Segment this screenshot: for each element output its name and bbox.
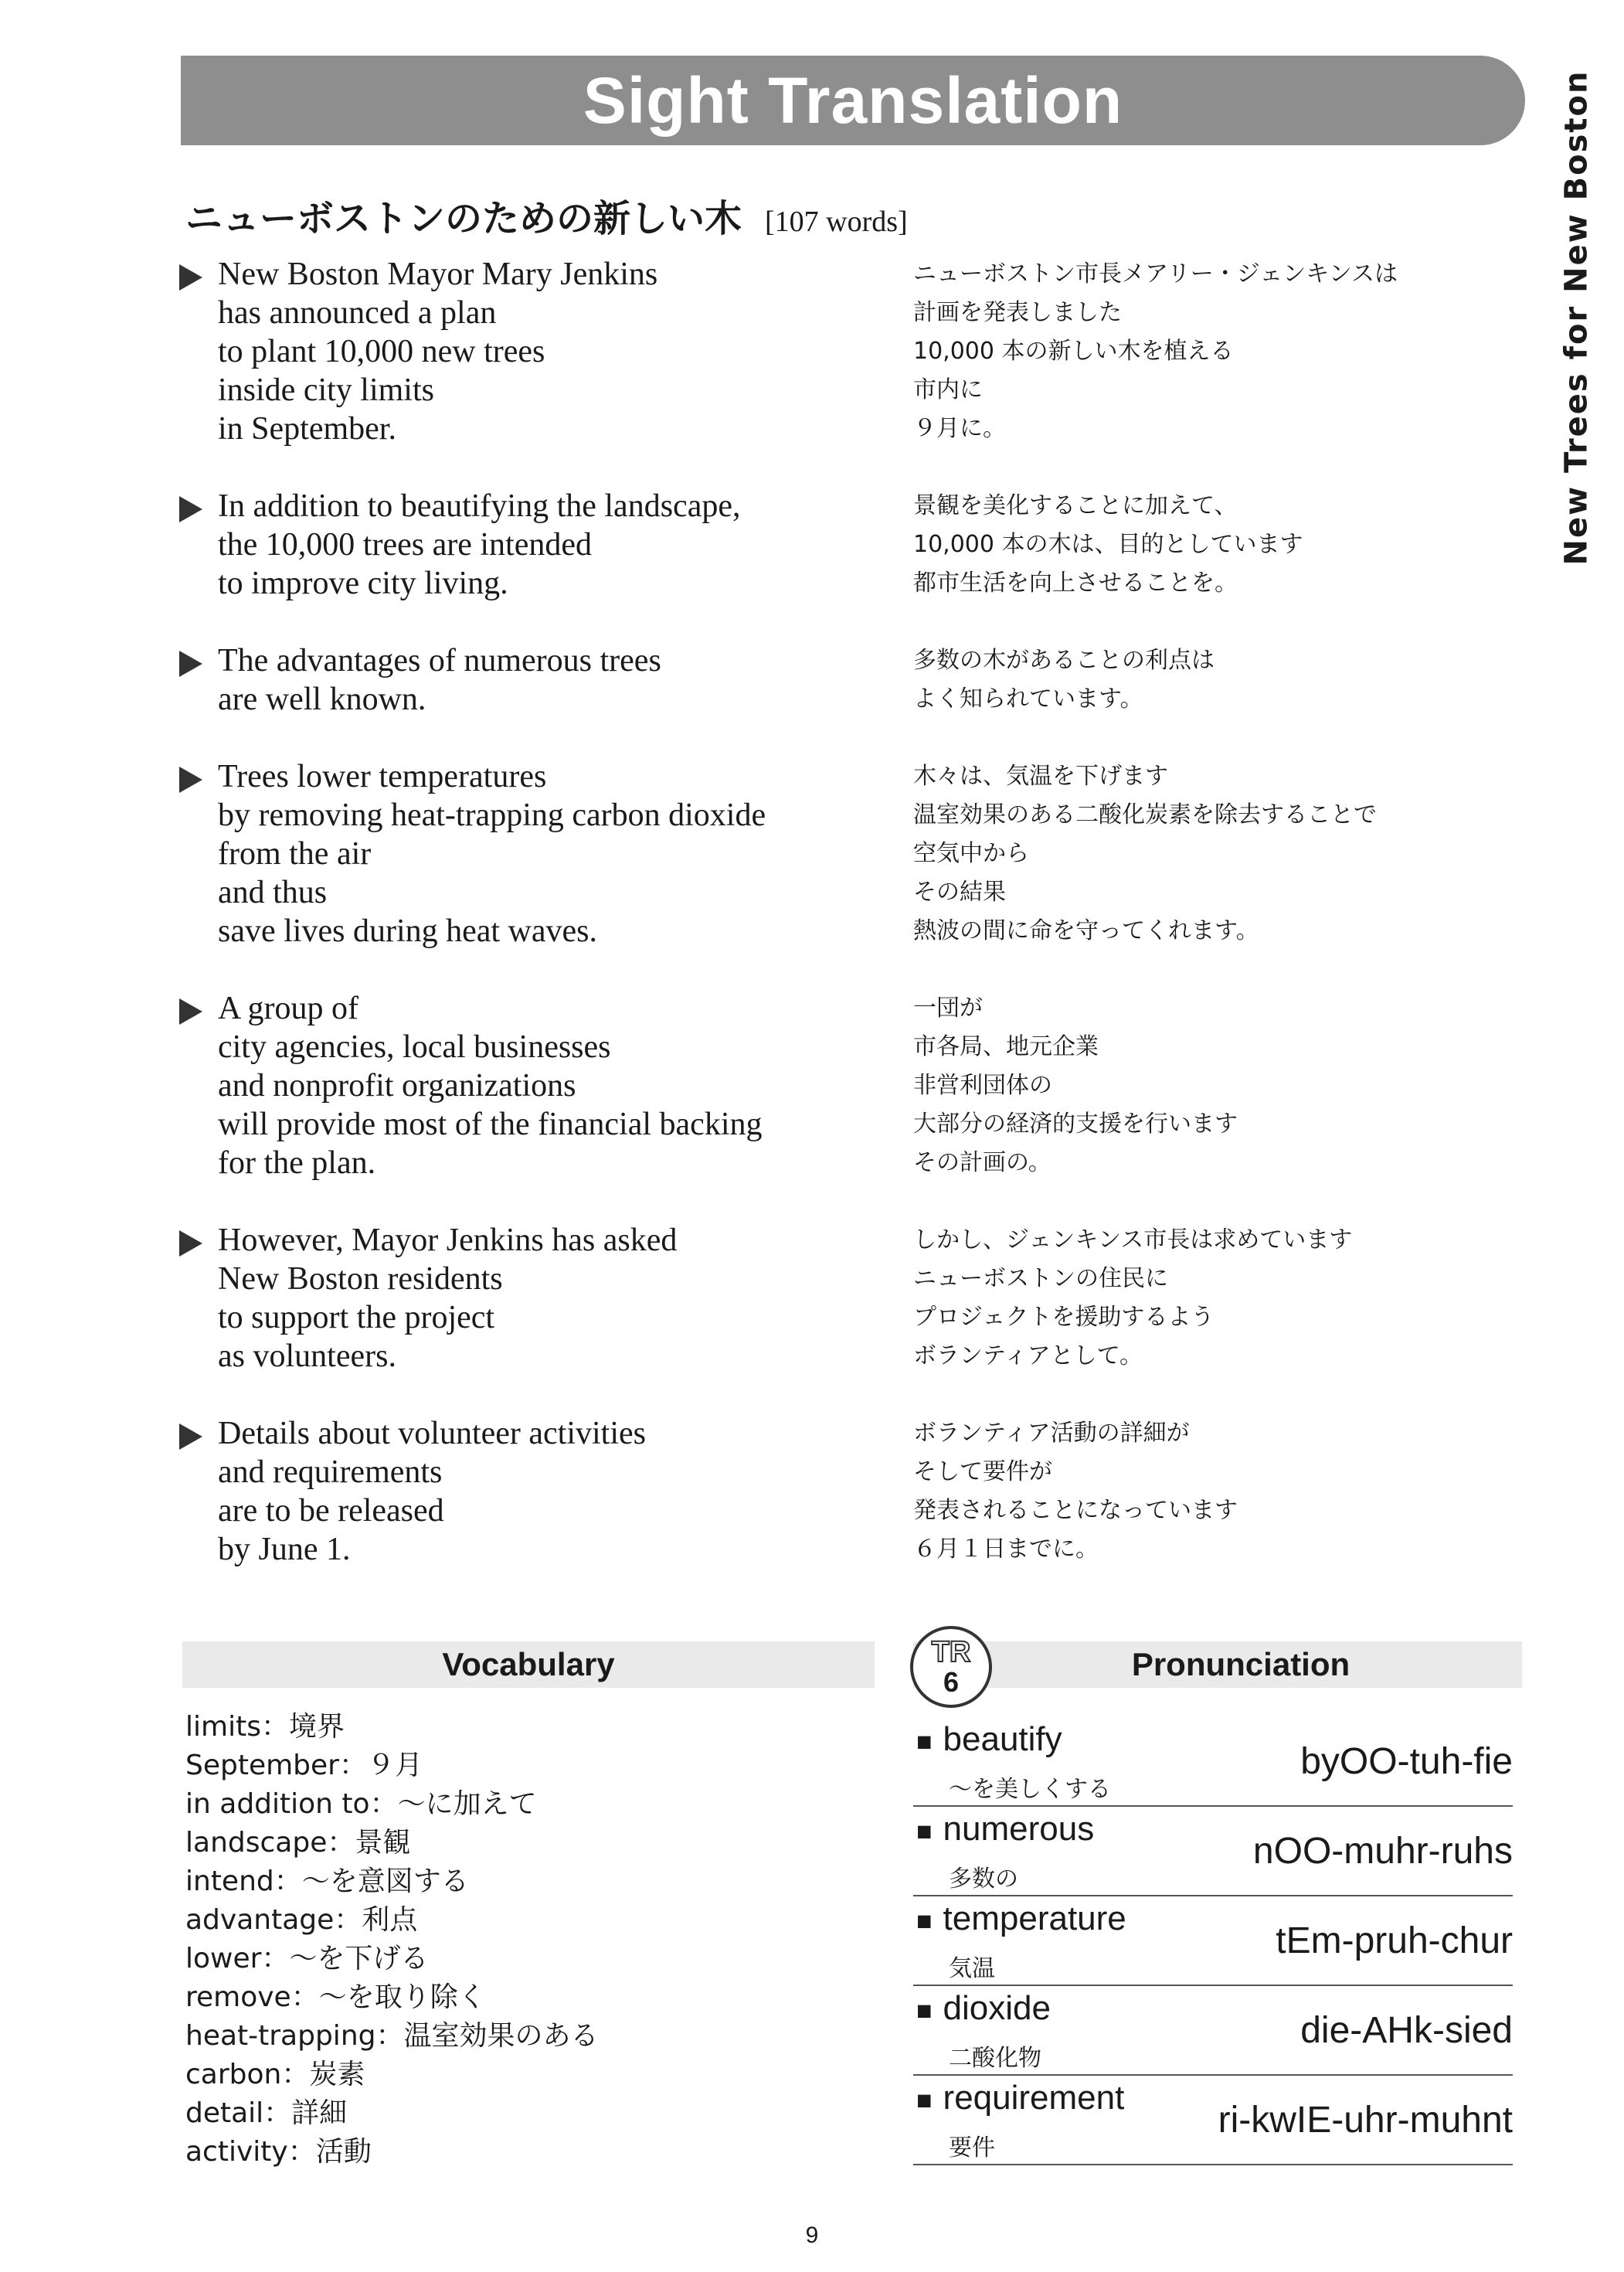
pronunciation-phonetic: byOO-tuh-fie xyxy=(1300,1741,1513,1782)
japanese-line: 一団が xyxy=(913,995,983,1022)
japanese-line: 発表されることになっています xyxy=(913,1497,1238,1524)
pronunciation-gloss: 要件 xyxy=(949,2134,995,2161)
japanese-line: 10,000 本の新しい木を植える xyxy=(913,338,1234,365)
japanese-column xyxy=(913,255,1507,448)
english-line: for the plan. xyxy=(218,1145,376,1181)
english-line: by removing heat-trapping carbon dioxide xyxy=(218,798,766,833)
japanese-line: 多数の木があることの利点は xyxy=(913,647,1215,674)
triangle-bullet-icon xyxy=(179,264,202,291)
vocabulary-item: landscape：景観 xyxy=(185,1827,411,1859)
vocabulary-item: remove：〜を取り除く xyxy=(185,1981,486,2013)
pronunciation-word: dioxide xyxy=(943,1989,1051,2027)
pronunciation-word: requirement xyxy=(943,2079,1125,2117)
square-bullet-icon: ■ xyxy=(916,1817,933,1846)
english-line: In addition to beautifying the landscape, xyxy=(218,488,741,524)
pronunciation-row xyxy=(913,1807,1513,1896)
pronunciation-word-wrap xyxy=(916,1720,1062,1759)
vocabulary-item: carbon：炭素 xyxy=(185,2059,365,2090)
square-bullet-icon: ■ xyxy=(916,1996,933,2025)
vocabulary-heading-bar xyxy=(182,1641,875,1688)
pronunciation-word-wrap xyxy=(916,1989,1051,2028)
side-title: New Trees for New Boston xyxy=(1558,70,1594,566)
japanese-column xyxy=(913,757,1507,951)
pronunciation-word: numerous xyxy=(943,1810,1095,1848)
japanese-column xyxy=(913,1221,1507,1376)
japanese-column xyxy=(913,487,1507,603)
japanese-line: 空気中から xyxy=(913,840,1029,867)
passage-block xyxy=(178,1221,1507,1376)
track-number: 6 xyxy=(943,1666,960,1698)
japanese-line: そして要件が xyxy=(913,1458,1052,1485)
english-line: New Boston Mayor Mary Jenkins xyxy=(218,257,658,292)
english-line: New Boston residents xyxy=(218,1261,503,1297)
english-column xyxy=(178,255,913,448)
triangle-bullet-icon xyxy=(179,651,202,677)
japanese-line: 木々は、気温を下げます xyxy=(913,763,1168,790)
english-line: The advantages of numerous trees xyxy=(218,643,661,679)
english-line: A group of xyxy=(218,991,358,1026)
vocabulary-item: activity：活動 xyxy=(185,2136,372,2168)
japanese-line: ボランティアとして。 xyxy=(913,1342,1143,1369)
page-title: Sight Translation xyxy=(583,63,1123,137)
english-column xyxy=(178,1221,913,1376)
japanese-line: 温室効果のある二酸化炭素を除去することで xyxy=(913,801,1377,828)
pronunciation-phonetic: die-AHk-sied xyxy=(1300,2010,1513,2051)
english-line: the 10,000 trees are intended xyxy=(218,527,592,563)
english-line: Trees lower temperatures xyxy=(218,759,547,794)
english-column xyxy=(178,989,913,1182)
passage-block xyxy=(178,255,1507,448)
vocabulary-item: intend：〜を意図する xyxy=(185,1866,469,1897)
japanese-line: ９月に。 xyxy=(913,415,1006,442)
english-column xyxy=(178,487,913,603)
english-column xyxy=(178,757,913,951)
passage-block xyxy=(178,989,1507,1182)
vocabulary-item: in addition to：〜に加えて xyxy=(185,1788,537,1820)
japanese-line: 熱波の間に命を守ってくれます。 xyxy=(913,917,1259,944)
japanese-line: プロジェクトを援助するよう xyxy=(913,1304,1215,1331)
passage-block xyxy=(178,757,1507,951)
vocabulary-item: advantage：利点 xyxy=(185,1904,418,1936)
side-title-container xyxy=(1553,59,1599,577)
triangle-bullet-icon xyxy=(179,998,202,1025)
japanese-column xyxy=(913,641,1507,719)
english-column xyxy=(178,641,913,719)
vocabulary-list xyxy=(185,1708,598,2172)
english-line: However, Mayor Jenkins has asked xyxy=(218,1223,678,1258)
square-bullet-icon: ■ xyxy=(916,1727,933,1757)
japanese-line: しかし、ジェンキンス市長は求めています xyxy=(913,1226,1353,1253)
pronunciation-heading-bar xyxy=(913,1641,1522,1688)
triangle-bullet-icon xyxy=(179,1423,202,1450)
vocabulary-item: September：９月 xyxy=(185,1750,423,1781)
vocabulary-item: limits：境界 xyxy=(185,1711,345,1743)
passage xyxy=(178,255,1507,1607)
english-line: Details about volunteer activities xyxy=(218,1416,646,1451)
pronunciation-word-wrap xyxy=(916,1900,1126,1938)
vocabulary-item: detail：詳細 xyxy=(185,2097,348,2129)
track-label: TR xyxy=(931,1636,971,1668)
vocabulary-item: lower：〜を下げる xyxy=(185,1943,429,1974)
japanese-line: その計画の。 xyxy=(913,1149,1052,1176)
english-line: inside city limits xyxy=(218,372,434,408)
page-number: 9 xyxy=(805,2223,819,2248)
passage-block xyxy=(178,641,1507,719)
pronunciation-gloss: 気温 xyxy=(949,1955,995,1982)
english-line: has announced a plan xyxy=(218,295,497,331)
vocabulary-heading: Vocabulary xyxy=(442,1646,615,1682)
english-column xyxy=(178,1414,913,1569)
japanese-line: 景観を美化することに加えて、 xyxy=(913,492,1238,519)
pronunciation-word: beautify xyxy=(943,1720,1062,1758)
english-line: save lives during heat waves. xyxy=(218,913,598,949)
pronunciation-row xyxy=(913,2076,1513,2165)
pronunciation-gloss: 二酸化物 xyxy=(949,2045,1041,2072)
japanese-line: ボランティア活動の詳細が xyxy=(913,1420,1190,1447)
english-line: and requirements xyxy=(218,1454,443,1490)
english-line: city agencies, local businesses xyxy=(218,1029,611,1065)
subtitle-japanese: ニューボストンのための新しい木 xyxy=(185,197,742,240)
japanese-line: 計画を発表しました xyxy=(913,299,1122,326)
pronunciation-phonetic: ri-kwIE-uhr-muhnt xyxy=(1218,2100,1513,2141)
subtitle xyxy=(185,189,908,242)
pronunciation-word: temperature xyxy=(943,1900,1126,1937)
japanese-line: よく知られています。 xyxy=(913,685,1143,713)
square-bullet-icon: ■ xyxy=(916,2086,933,2115)
pronunciation-row xyxy=(913,1986,1513,2076)
pronunciation-gloss: 〜を美しくする xyxy=(949,1776,1111,1803)
japanese-line: 非営利団体の xyxy=(913,1072,1052,1099)
english-line: and nonprofit organizations xyxy=(218,1068,576,1104)
pronunciation-heading: Pronunciation xyxy=(1131,1646,1351,1682)
title-banner xyxy=(181,56,1525,145)
pronunciation-phonetic: tEm-pruh-chur xyxy=(1276,1920,1513,1961)
japanese-column xyxy=(913,989,1507,1182)
english-line: in September. xyxy=(218,411,396,447)
vocabulary-item: heat-trapping：温室効果のある xyxy=(185,2020,599,2052)
japanese-line: 都市生活を向上させることを。 xyxy=(913,570,1238,597)
english-line: to support the project xyxy=(218,1300,495,1335)
english-line: from the air xyxy=(218,836,372,872)
passage-block xyxy=(178,1414,1507,1569)
english-line: to improve city living. xyxy=(218,566,508,601)
pronunciation-row xyxy=(913,1896,1513,1986)
pronunciation-list xyxy=(913,1717,1513,2165)
japanese-line: その結果 xyxy=(913,879,1006,906)
japanese-line: 10,000 本の木は、目的としています xyxy=(913,531,1303,558)
pronunciation-word-wrap xyxy=(916,1810,1094,1849)
english-line: as volunteers. xyxy=(218,1338,396,1374)
square-bullet-icon: ■ xyxy=(916,1906,933,1936)
english-line: are well known. xyxy=(218,682,426,717)
english-line: by June 1. xyxy=(218,1532,351,1567)
english-line: to plant 10,000 new trees xyxy=(218,334,545,369)
passage-block xyxy=(178,487,1507,603)
pronunciation-gloss: 多数の xyxy=(949,1866,1018,1893)
triangle-bullet-icon xyxy=(179,1230,202,1257)
audio-track-badge xyxy=(910,1626,992,1708)
japanese-line: ニューボストン市長メアリー・ジェンキンスは xyxy=(913,260,1398,287)
word-count: [107 words] xyxy=(765,206,908,238)
japanese-line: ニューボストンの住民に xyxy=(913,1265,1168,1292)
japanese-line: 市各局、地元企業 xyxy=(913,1033,1099,1060)
japanese-line: 大部分の経済的支援を行います xyxy=(913,1110,1238,1138)
english-line: are to be released xyxy=(218,1493,444,1529)
english-line: will provide most of the financial backing xyxy=(218,1107,763,1142)
triangle-bullet-icon xyxy=(179,767,202,793)
triangle-bullet-icon xyxy=(179,496,202,522)
japanese-line: 市内に xyxy=(913,376,983,403)
pronunciation-word-wrap xyxy=(916,2079,1124,2117)
pronunciation-phonetic: nOO-muhr-ruhs xyxy=(1252,1831,1513,1872)
japanese-line: ６月１日までに。 xyxy=(913,1536,1099,1563)
pronunciation-row xyxy=(913,1717,1513,1807)
english-line: and thus xyxy=(218,875,328,910)
japanese-column xyxy=(913,1414,1507,1569)
